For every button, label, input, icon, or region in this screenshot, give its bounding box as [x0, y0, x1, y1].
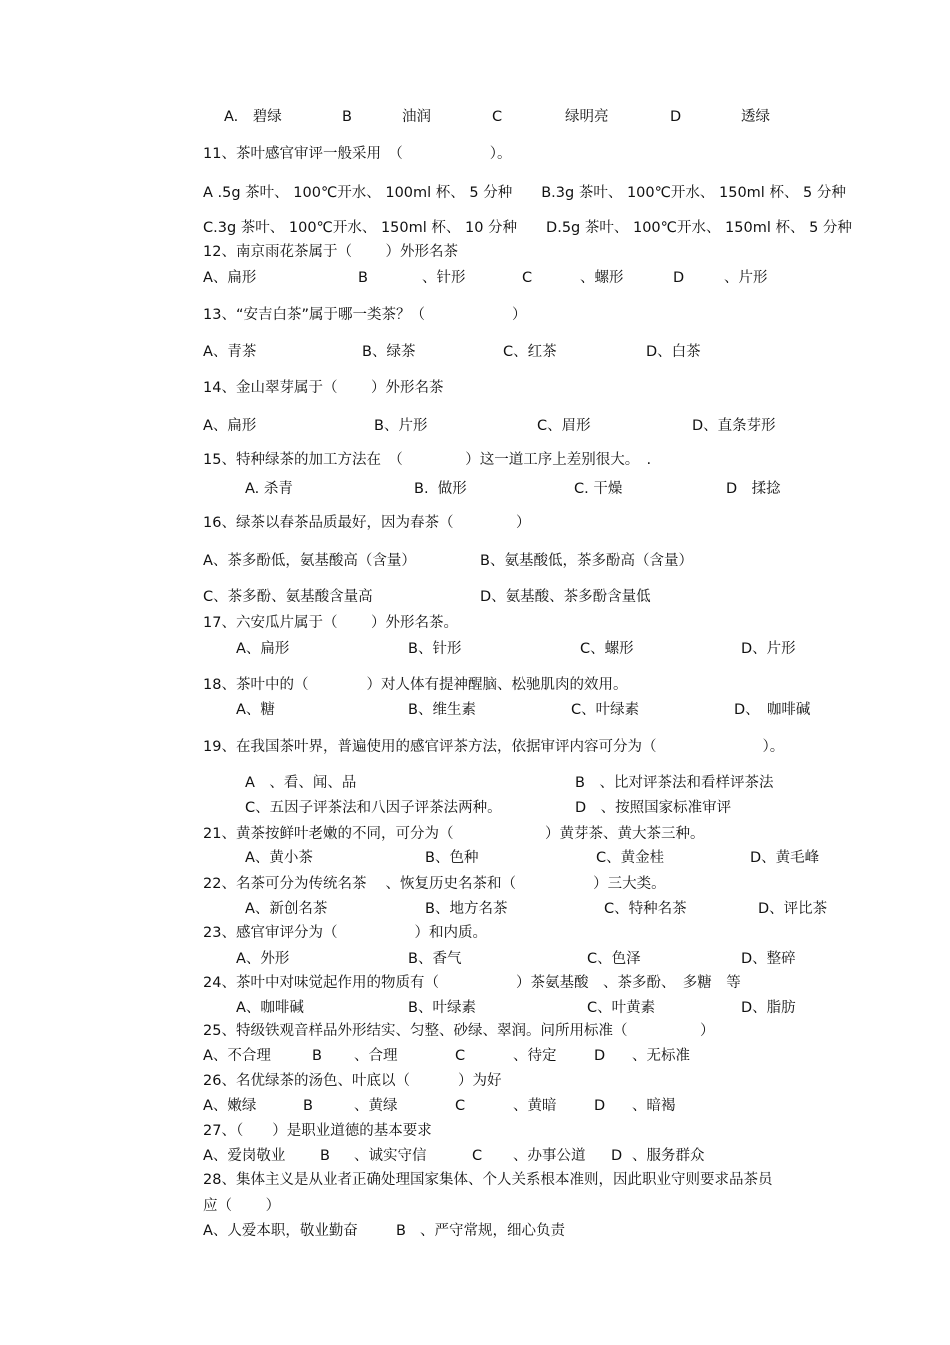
question-line: 27、（ ）是职业道德的基本要求 — [203, 1123, 432, 1139]
answer-option: C、茶多酚、氨基酸含量高 — [203, 589, 373, 605]
answer-option: D、黄毛峰 — [750, 850, 820, 866]
answer-option: B — [312, 1048, 322, 1064]
answer-option: C — [455, 1048, 466, 1064]
answer-option: A、嫩绿 — [203, 1098, 257, 1114]
answer-option: D、评比茶 — [758, 901, 828, 917]
answer-option: A、外形 — [236, 951, 290, 967]
answer-option: B — [303, 1098, 313, 1114]
answer-option: A. 杀青 — [245, 481, 293, 497]
answer-option: C、色泽 — [587, 951, 641, 967]
question-line: 14、金山翠芽属于（ ）外形名茶 — [203, 380, 444, 396]
answer-option: D、 咖啡碱 — [734, 702, 811, 718]
answer-option: C、红茶 — [503, 344, 557, 360]
answer-option: B、色种 — [425, 850, 479, 866]
answer-option: D — [611, 1148, 623, 1164]
answer-option: A、不合理 — [203, 1048, 271, 1064]
question-line: 应（ ） — [203, 1198, 281, 1214]
question-line: 23、感官审评分为（ ）和内质。 — [203, 925, 488, 941]
answer-option: D、白茶 — [646, 344, 701, 360]
answer-option: 、片形 — [724, 270, 768, 286]
answer-option: C、黄金桂 — [596, 850, 665, 866]
answer-option: A、黄小茶 — [245, 850, 313, 866]
question-line: 19、在我国茶叶界，普遍使用的感官评茶方法，依据审评内容可分为（ ）。 — [203, 739, 785, 755]
question-line: 21、黄茶按鲜叶老嫩的不同，可分为（ ）黄芽茶、黄大茶三种。 — [203, 826, 705, 842]
answer-option: C — [492, 109, 503, 125]
answer-option: 、合理 — [354, 1048, 398, 1064]
answer-option: D 、按照国家标准审评 — [575, 800, 732, 816]
answer-option: D 揉捻 — [726, 481, 781, 497]
answer-option: 绿明亮 — [565, 109, 609, 125]
question-line: 24、茶叶中对味觉起作用的物质有（ ）茶氨基酸 、茶多酚、 多糖 等 — [203, 975, 741, 991]
answer-option: 、诚实守信 — [354, 1148, 427, 1164]
answer-option: 、服务群众 — [632, 1148, 705, 1164]
answer-option: 、黄暗 — [513, 1098, 557, 1114]
question-line: C.3g 茶叶、 100℃开水、 150ml 杯、 10 分种 D.5g 茶叶、 100℃开水、 150ml 杯、 5 分种 — [203, 220, 852, 236]
question-line: 28、集体主义是从业者正确处理国家集体、个人关系根本准则，因此职业守则要求品茶员 — [203, 1172, 773, 1188]
question-line: 16、绿茶以春茶品质最好，因为春茶（ ） — [203, 515, 531, 531]
answer-option: D — [594, 1048, 606, 1064]
answer-option: 、暗褐 — [632, 1098, 676, 1114]
answer-option: A、人爱本职，敬业勤奋 — [203, 1223, 358, 1239]
answer-option: 、办事公道 — [513, 1148, 586, 1164]
answer-option: C、眉形 — [537, 418, 591, 434]
answer-option: C、特种名茶 — [604, 901, 687, 917]
answer-option: A、扁形 — [236, 641, 290, 657]
answer-option: 透绿 — [741, 109, 770, 125]
question-line: 26、名优绿茶的汤色、叶底以（ ）为好 — [203, 1073, 502, 1089]
answer-option: D、整碎 — [741, 951, 796, 967]
answer-option: A. 碧绿 — [224, 109, 282, 125]
answer-option: A、扁形 — [203, 418, 257, 434]
answer-option: B. 做形 — [414, 481, 467, 497]
answer-option: C — [522, 270, 533, 286]
question-line: 22、名茶可分为传统名茶 、恢复历史名茶和（ ）三大类。 — [203, 876, 666, 892]
answer-option: C. 干燥 — [574, 481, 623, 497]
question-line: 17、六安瓜片属于（ ）外形名茶。 — [203, 615, 459, 631]
answer-option: B、氨基酸低，茶多酚高（含量） — [480, 553, 693, 569]
answer-option: B — [342, 109, 352, 125]
answer-option: A、青茶 — [203, 344, 257, 360]
answer-option: 、针形 — [422, 270, 466, 286]
answer-option: B、绿茶 — [362, 344, 416, 360]
answer-option: A、茶多酚低，氨基酸高（含量） — [203, 553, 416, 569]
answer-option: C — [472, 1148, 483, 1164]
question-line: 18、茶叶中的（ ）对人体有提神醒脑、松驰肌肉的效用。 — [203, 677, 628, 693]
answer-option: A、扁形 — [203, 270, 257, 286]
answer-option: B、地方名茶 — [425, 901, 508, 917]
answer-option: B 、比对评茶法和看样评茶法 — [575, 775, 774, 791]
answer-option: B、香气 — [408, 951, 462, 967]
answer-option: B、针形 — [408, 641, 462, 657]
answer-option: D、氨基酸、茶多酚含量低 — [480, 589, 651, 605]
answer-option: D、脂肪 — [741, 1000, 796, 1016]
answer-option: D、片形 — [741, 641, 796, 657]
answer-option: A、咖啡碱 — [236, 1000, 304, 1016]
answer-option: D、直条芽形 — [692, 418, 776, 434]
answer-option: C、螺形 — [580, 641, 634, 657]
answer-option: 、黄绿 — [354, 1098, 398, 1114]
answer-option: C — [455, 1098, 466, 1114]
question-line: 12、南京雨花茶属于（ ）外形名茶 — [203, 244, 459, 260]
question-line: 15、特种绿茶的加工方法在 （ ）这一道工序上差别很大。 . — [203, 452, 652, 468]
answer-option: 油润 — [402, 109, 431, 125]
question-line: 11、茶叶感官审评一般采用 （ ）。 — [203, 146, 512, 162]
answer-option: B、维生素 — [408, 702, 476, 718]
answer-option: 、待定 — [513, 1048, 557, 1064]
answer-option: B — [396, 1223, 406, 1239]
answer-option: D — [670, 109, 682, 125]
answer-option: D — [673, 270, 685, 286]
answer-option: 、螺形 — [580, 270, 624, 286]
answer-option: C、叶绿素 — [571, 702, 640, 718]
question-line: A .5g 茶叶、 100℃开水、 100ml 杯、 5 分种 B.3g 茶叶、 100℃开水、 150ml 杯、 5 分种 — [203, 185, 846, 201]
question-line: 25、特级铁观音样品外形结实、匀整、砂绿、翠润。问所用标准（ ） — [203, 1023, 715, 1039]
answer-option: 、无标准 — [632, 1048, 690, 1064]
answer-option: A、爱岗敬业 — [203, 1148, 286, 1164]
answer-option: A、糖 — [236, 702, 275, 718]
answer-option: B、片形 — [374, 418, 428, 434]
answer-option: C、五因子评茶法和八因子评茶法两种。 — [245, 800, 502, 816]
answer-option: A、新创名茶 — [245, 901, 328, 917]
question-line: 13、“安吉白茶”属于哪一类茶？（ ） — [203, 307, 527, 323]
answer-option: B — [320, 1148, 330, 1164]
answer-option: C、叶黄素 — [587, 1000, 656, 1016]
answer-option: 、严守常规，细心负责 — [420, 1223, 565, 1239]
answer-option: A 、看、闻、品 — [245, 775, 357, 791]
answer-option: B、叶绿素 — [408, 1000, 476, 1016]
answer-option: D — [594, 1098, 606, 1114]
answer-option: B — [358, 270, 368, 286]
